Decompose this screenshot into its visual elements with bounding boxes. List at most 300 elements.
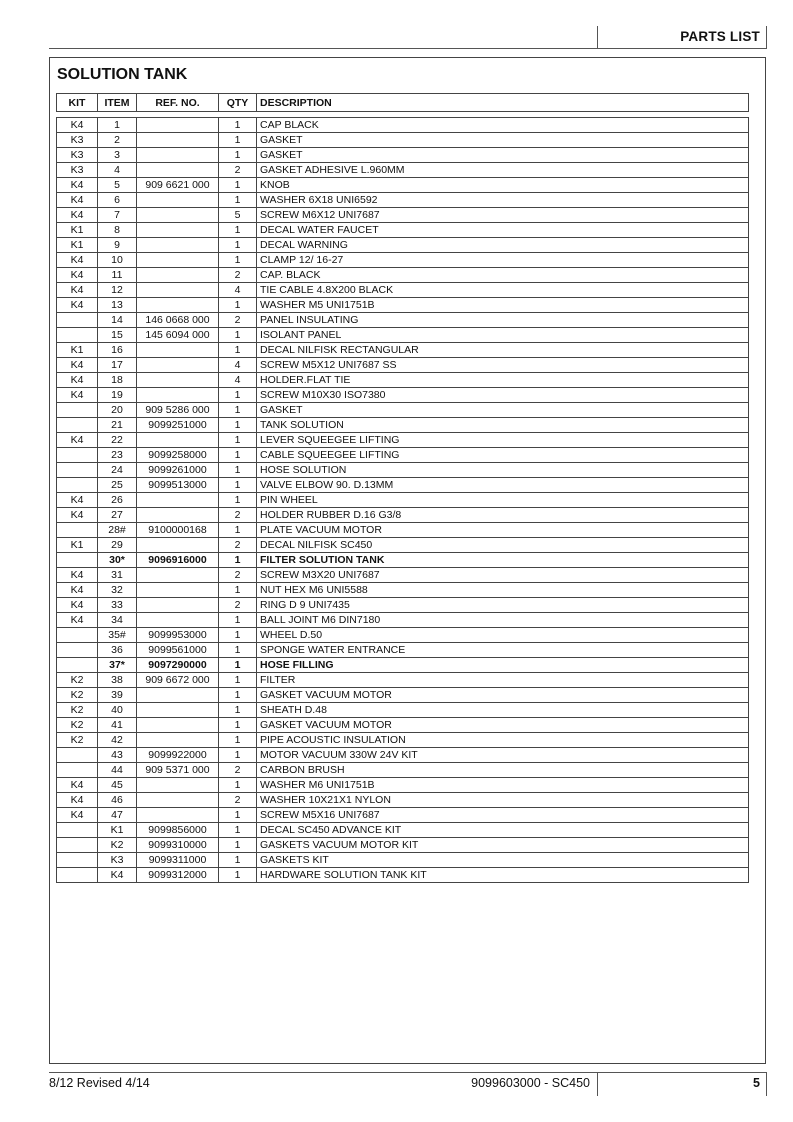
description-cell: GASKET [257,148,749,163]
ref-no-cell [137,778,219,793]
table-row [57,328,749,343]
description-cell: GASKET VACUUM MOTOR [257,688,749,703]
revision-date: 8/12 Revised 4/14 [49,1076,150,1090]
table-row [57,778,749,793]
ref-no-cell [137,598,219,613]
table-row [57,283,749,298]
qty-cell: 1 [219,808,257,823]
kit-cell: K4 [57,268,98,283]
kit-cell: K4 [57,793,98,808]
ref-no-cell [137,808,219,823]
ref-no-cell: 909 6672 000 [137,673,219,688]
description-cell: PLATE VACUUM MOTOR [257,523,749,538]
qty-cell: 2 [219,538,257,553]
kit-cell [57,658,98,673]
item-cell: 18 [98,373,137,388]
table-row [57,748,749,763]
item-cell: 25 [98,478,137,493]
description-cell: PANEL INSULATING [257,313,749,328]
table-row [57,223,749,238]
ref-no-cell: 909 5371 000 [137,763,219,778]
description-cell: WASHER 6X18 UNI6592 [257,193,749,208]
item-cell: 41 [98,718,137,733]
description-cell: SCREW M10X30 ISO7380 [257,388,749,403]
kit-cell: K2 [57,688,98,703]
description-cell: GASKET ADHESIVE L.960MM [257,163,749,178]
description-cell: CAP. BLACK [257,268,749,283]
ref-no-cell [137,253,219,268]
item-cell: 15 [98,328,137,343]
kit-cell [57,418,98,433]
qty-cell: 1 [219,433,257,448]
kit-cell [57,643,98,658]
qty-cell: 2 [219,568,257,583]
col-qty-header: QTY [219,94,257,112]
table-row [57,868,749,883]
description-cell: RING D 9 UNI7435 [257,598,749,613]
qty-cell: 1 [219,148,257,163]
ref-no-cell: 146 0668 000 [137,313,219,328]
item-cell: 44 [98,763,137,778]
kit-cell: K1 [57,238,98,253]
ref-no-cell: 909 5286 000 [137,403,219,418]
ref-no-cell [137,538,219,553]
description-cell: GASKET VACUUM MOTOR [257,718,749,733]
kit-cell: K4 [57,583,98,598]
ref-no-cell [137,298,219,313]
qty-cell: 1 [219,823,257,838]
ref-no-cell [137,793,219,808]
qty-cell: 1 [219,778,257,793]
table-row [57,403,749,418]
item-cell: 11 [98,268,137,283]
table-row [57,193,749,208]
qty-cell: 5 [219,208,257,223]
item-cell: 31 [98,568,137,583]
description-cell: HOLDER RUBBER D.16 G3/8 [257,508,749,523]
item-cell: 13 [98,298,137,313]
table-row [57,793,749,808]
table-row [57,598,749,613]
qty-cell: 1 [219,118,257,133]
ref-no-cell [137,343,219,358]
kit-cell: K4 [57,193,98,208]
description-cell: GASKET [257,133,749,148]
qty-cell: 2 [219,313,257,328]
item-cell: 36 [98,643,137,658]
description-cell: SPONGE WATER ENTRANCE [257,643,749,658]
table-row [57,388,749,403]
table-row [57,418,749,433]
item-cell: 5 [98,178,137,193]
kit-cell: K4 [57,178,98,193]
kit-cell: K4 [57,208,98,223]
kit-cell: K4 [57,508,98,523]
qty-cell: 1 [219,178,257,193]
qty-cell: 1 [219,658,257,673]
ref-no-cell [137,718,219,733]
item-cell: 23 [98,448,137,463]
qty-cell: 1 [219,748,257,763]
qty-cell: 1 [219,388,257,403]
ref-no-cell [137,583,219,598]
item-cell: 27 [98,508,137,523]
qty-cell: 4 [219,373,257,388]
item-cell: 9 [98,238,137,253]
description-cell: SCREW M3X20 UNI7687 [257,568,749,583]
ref-no-cell [137,118,219,133]
description-cell: CAP BLACK [257,118,749,133]
description-cell: GASKET [257,403,749,418]
ref-no-cell [137,358,219,373]
table-row [57,613,749,628]
table-row [57,343,749,358]
description-cell: MOTOR VACUUM 330W 24V KIT [257,748,749,763]
description-cell: TANK SOLUTION [257,418,749,433]
qty-cell: 1 [219,643,257,658]
kit-cell [57,748,98,763]
table-row [57,568,749,583]
ref-no-cell [137,508,219,523]
item-cell: 32 [98,583,137,598]
description-cell: SCREW M5X12 UNI7687 SS [257,358,749,373]
footer-rule [49,1072,767,1073]
description-cell: DECAL NILFISK SC450 [257,538,749,553]
qty-cell: 1 [219,238,257,253]
qty-cell: 1 [219,133,257,148]
item-cell: K4 [98,868,137,883]
kit-cell [57,463,98,478]
item-cell: 1 [98,118,137,133]
kit-cell [57,448,98,463]
table-row [57,133,749,148]
description-cell: FILTER [257,673,749,688]
kit-cell: K3 [57,163,98,178]
ref-no-cell: 9099561000 [137,643,219,658]
table-row [57,733,749,748]
document-number: 9099603000 - SC450 [471,1076,590,1090]
description-cell: DECAL WATER FAUCET [257,223,749,238]
qty-cell: 1 [219,223,257,238]
kit-cell: K4 [57,298,98,313]
item-cell: 29 [98,538,137,553]
qty-cell: 1 [219,253,257,268]
table-row [57,538,749,553]
table-row [57,658,749,673]
table-row [57,253,749,268]
description-cell: SCREW M5X16 UNI7687 [257,808,749,823]
item-cell: 14 [98,313,137,328]
ref-no-cell [137,613,219,628]
table-row [57,433,749,448]
kit-cell: K4 [57,493,98,508]
item-cell: 17 [98,358,137,373]
table-row [57,673,749,688]
kit-cell: K1 [57,223,98,238]
item-cell: 39 [98,688,137,703]
ref-no-cell [137,238,219,253]
item-cell: 34 [98,613,137,628]
item-cell: 4 [98,163,137,178]
qty-cell: 1 [219,448,257,463]
table-row [57,523,749,538]
description-cell: WASHER M6 UNI1751B [257,778,749,793]
ref-no-cell: 9099258000 [137,448,219,463]
kit-cell: K2 [57,718,98,733]
parts-table [56,117,749,883]
qty-cell: 1 [219,328,257,343]
kit-cell [57,628,98,643]
kit-cell [57,553,98,568]
page-header-title: PARTS LIST [680,29,760,44]
item-cell: 26 [98,493,137,508]
kit-cell: K2 [57,703,98,718]
table-row [57,643,749,658]
kit-cell: K4 [57,808,98,823]
ref-no-cell: 9099310000 [137,838,219,853]
kit-cell: K4 [57,283,98,298]
kit-cell: K4 [57,778,98,793]
description-cell: PIPE ACOUSTIC INSULATION [257,733,749,748]
ref-no-cell [137,163,219,178]
ref-no-cell [137,373,219,388]
item-cell: K3 [98,853,137,868]
item-cell: 6 [98,193,137,208]
kit-cell [57,313,98,328]
ref-no-cell: 9099261000 [137,463,219,478]
table-row [57,238,749,253]
qty-cell: 1 [219,298,257,313]
description-cell: NUT HEX M6 UNI5588 [257,583,749,598]
kit-cell: K1 [57,343,98,358]
qty-cell: 2 [219,763,257,778]
item-cell: 7 [98,208,137,223]
qty-cell: 1 [219,193,257,208]
description-cell: LEVER SQUEEGEE LIFTING [257,433,749,448]
header-divider [597,26,598,49]
ref-no-cell [137,133,219,148]
kit-cell: K4 [57,253,98,268]
kit-cell [57,868,98,883]
qty-cell: 2 [219,598,257,613]
qty-cell: 2 [219,508,257,523]
table-row [57,358,749,373]
table-row [57,703,749,718]
qty-cell: 1 [219,628,257,643]
ref-no-cell [137,433,219,448]
description-cell: HOLDER.FLAT TIE [257,373,749,388]
qty-cell: 1 [219,343,257,358]
description-cell: WHEEL D.50 [257,628,749,643]
description-cell: VALVE ELBOW 90. D.13MM [257,478,749,493]
description-cell: GASKETS KIT [257,853,749,868]
kit-cell: K4 [57,568,98,583]
item-cell: 43 [98,748,137,763]
table-row [57,838,749,853]
description-cell: DECAL NILFISK RECTANGULAR [257,343,749,358]
kit-cell [57,763,98,778]
table-row [57,373,749,388]
item-cell: 35# [98,628,137,643]
description-cell: TIE CABLE 4.8X200 BLACK [257,283,749,298]
qty-cell: 1 [219,493,257,508]
kit-cell: K4 [57,598,98,613]
item-cell: 19 [98,388,137,403]
item-cell: 45 [98,778,137,793]
table-row [57,118,749,133]
table-row [57,823,749,838]
section-title: SOLUTION TANK [57,66,188,83]
qty-cell: 1 [219,718,257,733]
ref-no-cell: 9099311000 [137,853,219,868]
table-row [57,763,749,778]
item-cell: 16 [98,343,137,358]
qty-cell: 2 [219,793,257,808]
item-cell: 24 [98,463,137,478]
col-kit-header: KIT [57,94,98,112]
description-cell: DECAL SC450 ADVANCE KIT [257,823,749,838]
table-row [57,718,749,733]
parts-table-body [57,118,749,883]
qty-cell: 1 [219,868,257,883]
header-rule [49,48,767,49]
qty-cell: 1 [219,673,257,688]
qty-cell: 4 [219,358,257,373]
ref-no-cell [137,193,219,208]
kit-cell: K4 [57,613,98,628]
col-item-header: ITEM [98,94,137,112]
qty-cell: 1 [219,553,257,568]
ref-no-cell: 9099922000 [137,748,219,763]
qty-cell: 1 [219,583,257,598]
table-row [57,628,749,643]
item-cell: 28# [98,523,137,538]
kit-cell: K4 [57,373,98,388]
ref-no-cell [137,568,219,583]
kit-cell [57,403,98,418]
table-row [57,478,749,493]
ref-no-cell [137,388,219,403]
description-cell: HOSE FILLING [257,658,749,673]
ref-no-cell [137,223,219,238]
table-row [57,208,749,223]
description-cell: GASKETS VACUUM MOTOR KIT [257,838,749,853]
qty-cell: 1 [219,703,257,718]
item-cell: 38 [98,673,137,688]
description-cell: FILTER SOLUTION TANK [257,553,749,568]
kit-cell [57,853,98,868]
item-cell: 37* [98,658,137,673]
qty-cell: 2 [219,163,257,178]
table-row [57,298,749,313]
description-cell: WASHER 10X21X1 NYLON [257,793,749,808]
description-cell: CARBON BRUSH [257,763,749,778]
qty-cell: 1 [219,418,257,433]
description-cell: PIN WHEEL [257,493,749,508]
qty-cell: 2 [219,268,257,283]
ref-no-cell [137,703,219,718]
ref-no-cell: 9099513000 [137,478,219,493]
ref-no-cell: 9100000168 [137,523,219,538]
table-row [57,148,749,163]
ref-no-cell: 9099251000 [137,418,219,433]
item-cell: 30* [98,553,137,568]
description-cell: CABLE SQUEEGEE LIFTING [257,448,749,463]
parts-table-header [56,93,749,112]
qty-cell: 1 [219,688,257,703]
table-row [57,688,749,703]
item-cell: 42 [98,733,137,748]
qty-cell: 1 [219,733,257,748]
col-desc-header: DESCRIPTION [257,94,749,112]
description-cell: CLAMP 12/ 16-27 [257,253,749,268]
qty-cell: 4 [219,283,257,298]
qty-cell: 1 [219,613,257,628]
item-cell: K2 [98,838,137,853]
ref-no-cell: 9099953000 [137,628,219,643]
kit-cell [57,478,98,493]
item-cell: 10 [98,253,137,268]
kit-cell [57,523,98,538]
table-row [57,313,749,328]
description-cell: HARDWARE SOLUTION TANK KIT [257,868,749,883]
ref-no-cell [137,148,219,163]
qty-cell: 1 [219,853,257,868]
ref-no-cell: 145 6094 000 [137,328,219,343]
kit-cell: K2 [57,673,98,688]
item-cell: 46 [98,793,137,808]
item-cell: 22 [98,433,137,448]
ref-no-cell: 9099856000 [137,823,219,838]
kit-cell: K4 [57,433,98,448]
description-cell: KNOB [257,178,749,193]
qty-cell: 1 [219,478,257,493]
table-row [57,583,749,598]
table-row [57,853,749,868]
item-cell: 3 [98,148,137,163]
item-cell: 8 [98,223,137,238]
item-cell: 2 [98,133,137,148]
item-cell: K1 [98,823,137,838]
kit-cell: K3 [57,148,98,163]
item-cell: 20 [98,403,137,418]
description-cell: WASHER M5 UNI1751B [257,298,749,313]
table-row [57,508,749,523]
qty-cell: 1 [219,403,257,418]
item-cell: 40 [98,703,137,718]
kit-cell: K4 [57,388,98,403]
kit-cell: K4 [57,118,98,133]
description-cell: SCREW M6X12 UNI7687 [257,208,749,223]
header-row [57,94,749,112]
qty-cell: 1 [219,463,257,478]
table-row [57,448,749,463]
table-row [57,268,749,283]
ref-no-cell [137,688,219,703]
qty-cell: 1 [219,523,257,538]
table-row [57,463,749,478]
col-ref-header: REF. NO. [137,94,219,112]
kit-cell [57,823,98,838]
item-cell: 12 [98,283,137,298]
ref-no-cell [137,208,219,223]
kit-cell [57,838,98,853]
description-cell: SHEATH D.48 [257,703,749,718]
ref-no-cell [137,493,219,508]
ref-no-cell [137,268,219,283]
table-row [57,808,749,823]
kit-cell: K2 [57,733,98,748]
